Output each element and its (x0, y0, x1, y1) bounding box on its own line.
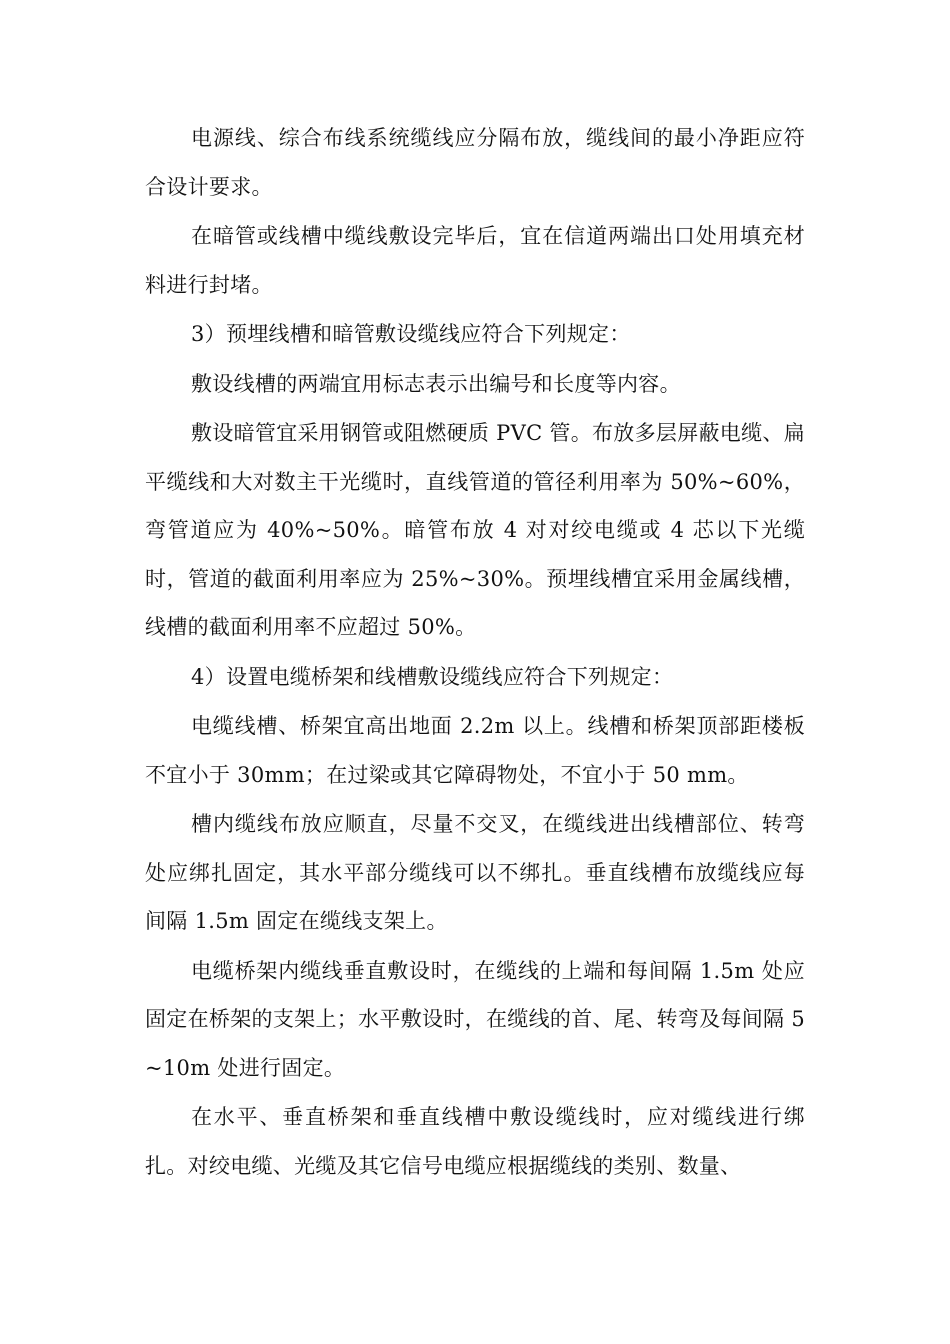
paragraph-trough-routing: 槽内缆线布放应顺直，尽量不交叉，在缆线进出线槽部位、转弯处应绑扎固定，其水平部分缆线可以不绑扎。垂直线槽布放缆线应每间隔 1.5m 固定在缆线支架上。 (145, 812, 805, 933)
paragraph-conduit-utilization: 敷设暗管宜采用钢管或阻燃硬质 PVC 管。布放多层屏蔽电缆、扁平缆线和大对数主干光缆时，直线管道的管径利用率为 50%~60%，弯管道应为 40%~50%。暗管布放 4 对对绞电缆或 4 芯以下光缆时，管道的截面利用率应为 25%~30%。预埋线槽宜采用金属线槽，线槽的截面利用率不应超过 50%。 (145, 421, 806, 639)
section-heading-4: 4）设置电缆桥架和线槽敷设缆线应符合下列规定： (191, 664, 674, 689)
paragraph-trough-labels: 敷设线槽的两端宜用标志表示出编号和长度等内容。 (191, 371, 681, 396)
paragraph-tray-height: 电缆线槽、桥架宜高出地面 2.2m 以上。线槽和桥架顶部距楼板不宜小于 30mm；在过梁或其它障碍物处，不宜小于 50 mm。 (145, 714, 805, 787)
document-body (145, 114, 805, 1191)
paragraph-separation-requirement: 电源线、综合布线系统缆线应分隔布放，缆线间的最小净距应符合设计要求。 (145, 126, 805, 199)
paragraph-sealing: 在暗管或线槽中缆线敷设完毕后，宜在信道两端出口处用填充材料进行封堵。 (145, 224, 805, 297)
paragraph-tray-fixing: 电缆桥架内缆线垂直敷设时，在缆线的上端和每间隔 1.5m 处应固定在桥架的支架上；水平敷设时，在缆线的首、尾、转弯及每间隔 5~10m 处进行固定。 (145, 958, 805, 1080)
section-heading-3: 3）预埋线槽和暗管敷设缆线应符合下列规定： (191, 322, 631, 346)
paragraph-binding: 在水平、垂直桥架和垂直线槽中敷设缆线时，应对缆线进行绑扎。对绞电缆、光缆及其它信号电缆应根据缆线的类别、数量、 (145, 1105, 805, 1178)
